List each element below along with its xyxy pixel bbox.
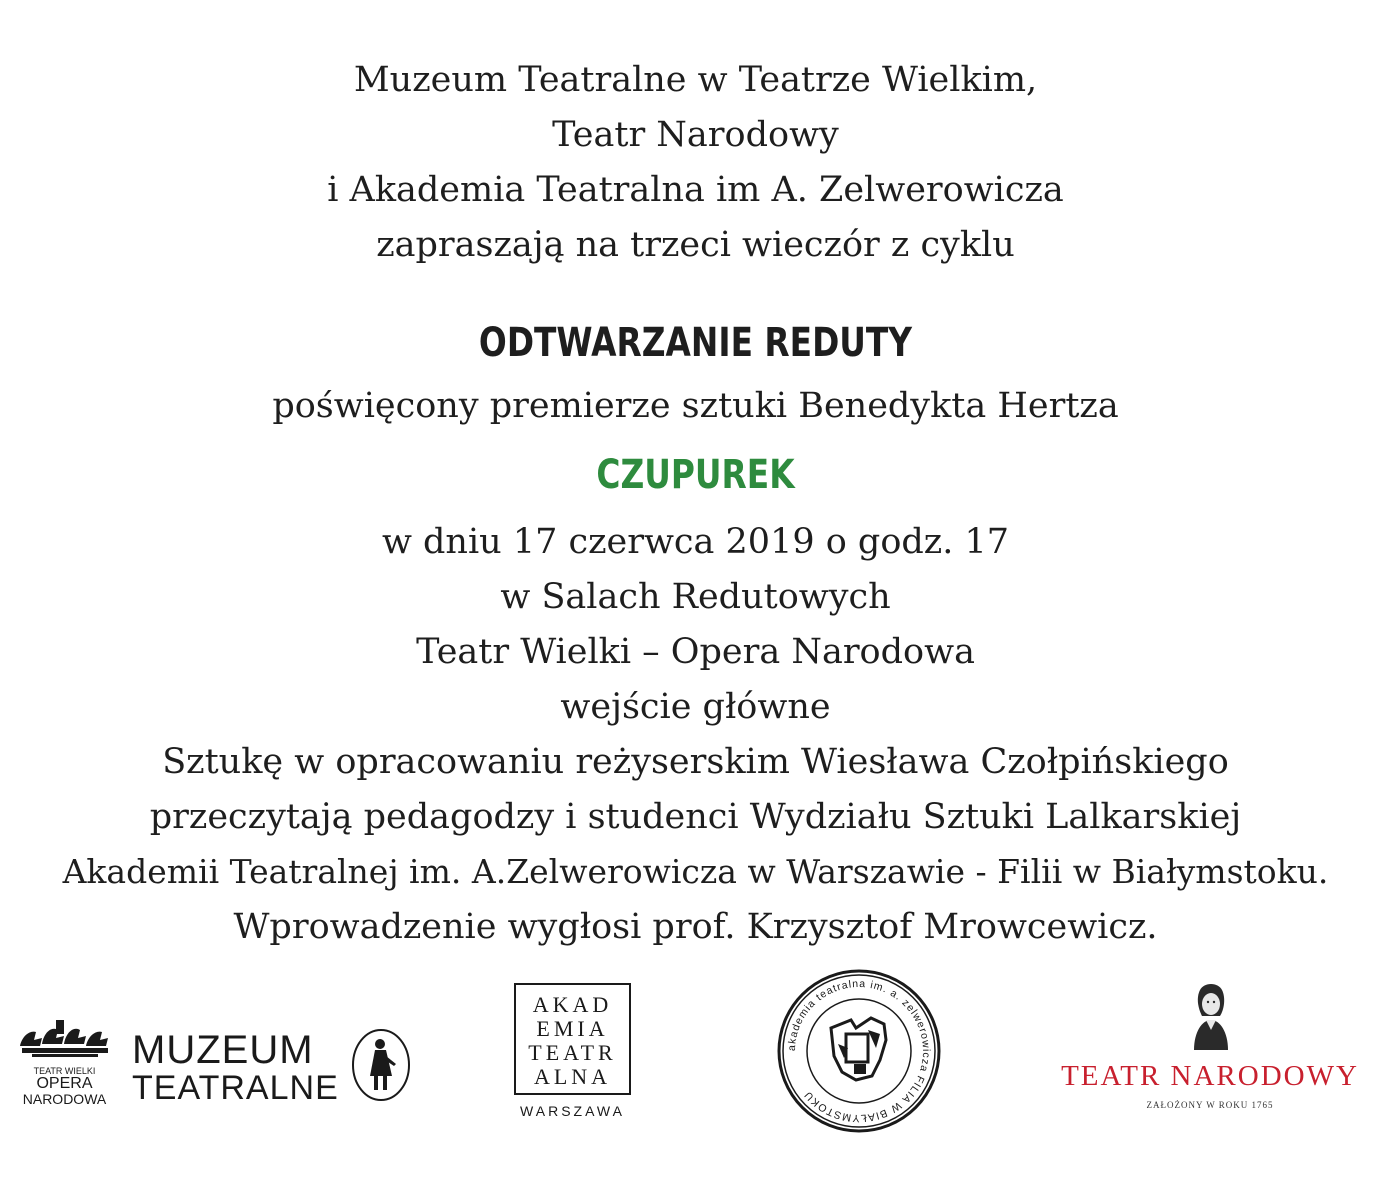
narodowa-label: NARODOWA [22,1091,107,1107]
akademia-row-2: EMIA [536,1016,609,1041]
intro-line-2: Teatr Narodowy [552,115,839,155]
detail-intro-speaker: Wprowadzenie wygłosi prof. Krzysztof Mrowcewicz. [233,907,1158,947]
detail-director: Sztukę w opracowaniu reżyserskim Wiesława Czołpińskiego [162,742,1229,782]
filia-bialystok-seal [776,968,942,1138]
teatr-narodowy-founded: ZAŁOŻONY W ROKU 1765 [1146,1100,1274,1110]
akademia-city-label: WARSZAWA [520,1103,625,1119]
opera-label: OPERA [36,1075,93,1092]
akademia-teatralna-logo [514,983,631,1095]
muzeum-figure-icon [350,1028,412,1106]
akademia-row-3: TEATR [528,1040,617,1065]
akademia-row-4: ALNA [533,1064,612,1089]
detail-entrance: wejście główne [560,687,831,727]
opera-top-label: TEATR WIELKI [33,1066,96,1076]
quadriga-icon [12,1016,117,1062]
akademia-row-1: AKAD [532,992,613,1017]
svg-text:akademia teatralna im. a. zelw [786,978,932,1124]
detail-readers: przeczytają pedagodzy i studenci Wydziału Sztuki Lalkarskiej [149,797,1242,837]
teatr-narodowy-portrait-icon [1182,980,1238,1056]
seal-text: akademia teatralna im. a. zelwerowicza FILIA W BIAŁYMSTOKU [785,977,933,1125]
teatr-narodowy-name: TEATR NARODOWY [1061,1060,1359,1092]
teatralne-label: TEATRALNE [132,1069,339,1107]
dedication: poświęcony premierze sztuki Benedykta Hertza [272,386,1119,426]
intro-line-1: Muzeum Teatralne w Teatrze Wielkim, [353,60,1038,100]
detail-venue: Teatr Wielki – Opera Narodowa [416,632,975,672]
intro-line-3: i Akademia Teatralna im A. Zelwerowicza [327,170,1064,210]
muzeum-teatralne-logo [132,1030,339,1106]
detail-academy: Akademii Teatralnej im. A.Zelwerowicza w Warszawie - Filii w Białymstoku. [62,852,1329,891]
series-title: ODTWARZANIE REDUTY [478,320,913,366]
opera-narodowa-logo [12,1016,117,1106]
detail-date: w dniu 17 czerwca 2019 o godz. 17 [381,522,1010,562]
intro-line-4: zapraszają na trzeci wieczór z cyklu [376,225,1015,265]
detail-place: w Salach Redutowych [500,577,891,617]
play-title: CZUPUREK [596,452,795,498]
muzeum-label: MUZEUM [132,1028,314,1072]
